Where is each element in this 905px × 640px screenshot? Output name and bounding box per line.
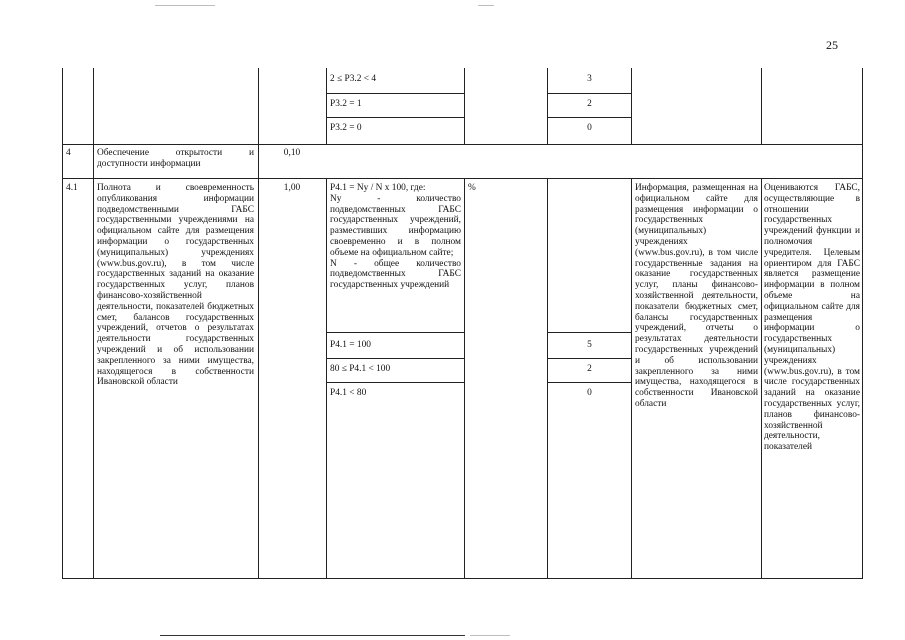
- points-cell: 0: [587, 388, 592, 398]
- unit-of-measure: %: [468, 183, 476, 193]
- condition-cell: 2 ≤ P3.2 < 4: [330, 74, 377, 84]
- condition-cell: P4.1 < 80: [330, 388, 367, 398]
- formula-ny: Ny - количество подведомственных ГАБС государственных учреждений, разместивших информацию своевременно и в полном объеме на официальном сайте;: [330, 193, 461, 258]
- page-number: 25: [826, 38, 838, 52]
- formula-n: N - общее количество подведомственных ГАБС государственных учреждений: [330, 258, 461, 291]
- formula-block: [330, 183, 461, 291]
- points-cell: 3: [587, 74, 592, 84]
- points-cell: 5: [587, 340, 592, 350]
- criterion-weight: 0,10: [283, 148, 301, 158]
- points-cell: 0: [587, 123, 592, 133]
- condition-cell: P3.2 = 0: [330, 123, 362, 133]
- condition-cell: 80 ≤ P4.1 < 100: [330, 364, 391, 374]
- condition-cell: P3.2 = 1: [330, 99, 362, 109]
- row-number: 4: [66, 148, 71, 158]
- points-cell: 2: [587, 364, 592, 374]
- source-info: Информация, размещенная на официальном сайте для размещения информации о государственных (муниципальных) учреждениях (www.bus.gov.ru), в том числе государственные задания на оказание государственных услуг, планы финансово-хозяйственной деятельности, показатели бюджетных смет, балансы государственных учреждений, отчеты о результатах деятельности государственных учреждений и об использовании закрепленного за ними имущества, находящегося в собственности Ивановской области: [635, 183, 758, 409]
- note-info: Оцениваются ГАБС, осуществляющие в отношении государственных учреждений функции и полномочия учредителя. Целевым ориентиром для ГАБС является размещение информации в полном объеме на официальном сайте для размещения информации о государственных (муниципальных) учреждениях (www.bus.gov.ru), в том числе государственных заданий на оказание государственных услуг, планов финансово-хозяйственной деятельности, показателей: [764, 183, 860, 453]
- condition-cell: P4.1 = 100: [330, 340, 371, 350]
- criterion-name: Обеспечение открытости и доступности информации: [97, 148, 254, 169]
- row-number: 4.1: [66, 183, 78, 193]
- criterion-weight: 1,00: [283, 183, 301, 193]
- points-cell: 2: [587, 99, 592, 109]
- criterion-name: Полнота и своевременность опубликования информации подведомственными ГАБС государственными учреждениями на официальном сайте для размещения информации о государственных (муниципальных) учреждениях (www.bus.gov.ru), в том числе государственных заданий на оказание государственных услуг, планов финансово-хозяйственной деятельности, показателей бюджетных смет, балансов государственных учреждений, отчетов о результатах деятельности государственных учреждений и об использовании закрепленного за ними имущества, находящегося в собственности Ивановской области: [97, 183, 254, 388]
- formula: P4.1 = Ny / N x 100, где:: [330, 183, 426, 193]
